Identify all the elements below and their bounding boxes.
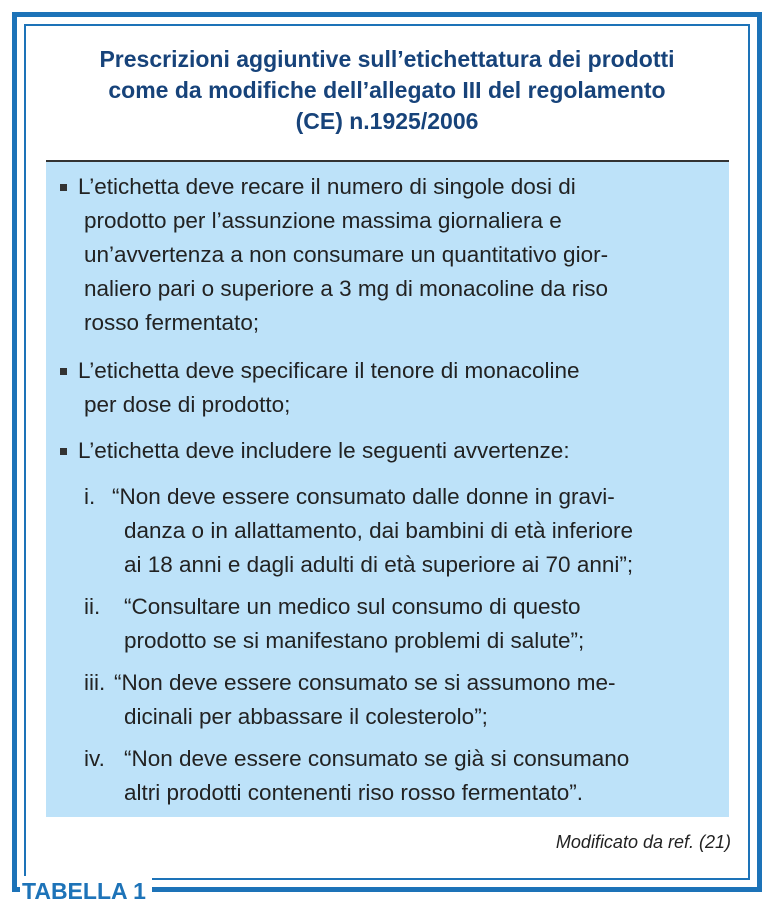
bullet-marker-1	[60, 184, 67, 191]
bullet-2-line-1: L’etichetta deve specificare il tenore di monacoline	[78, 358, 580, 383]
bullet-1-line-5: rosso fermentato;	[84, 310, 260, 335]
bullet-marker-3	[60, 448, 67, 455]
warning-3-numeral: iii.	[84, 670, 106, 695]
bullet-3-line-1: L’etichetta deve includere le seguenti avvertenze:	[78, 438, 570, 463]
warning-4-numeral: iv.	[84, 746, 105, 771]
warning-3-line-1: “Non deve essere consumato se si assumono me-	[114, 670, 616, 695]
table-title-line-2: come da modifiche dell’allegato III del regolamento	[108, 77, 666, 103]
warning-2-line-2: prodotto se si manifestano problemi di salute”;	[124, 628, 585, 653]
warning-4-line-1: “Non deve essere consumato se già si consumano	[124, 746, 630, 771]
table-title-line-3: (CE) n.1925/2006	[295, 108, 479, 134]
warning-1-line-1: “Non deve essere consumato dalle donne in gravi-	[112, 484, 615, 509]
bullet-1-line-3: un’avvertenza a non consumare un quantitativo gior-	[84, 242, 609, 267]
bullet-1-line-2: prodotto per l’assunzione massima giornaliera e	[84, 208, 562, 233]
bullet-1-line-4: naliero pari o superiore a 3 mg di monacoline da riso	[84, 276, 609, 301]
warning-1-line-3: ai 18 anni e dagli adulti di età superiore ai 70 anni”;	[124, 552, 634, 577]
bullet-2-line-2: per dose di prodotto;	[84, 392, 291, 417]
warning-1-line-2: danza o in allattamento, dai bambini di età inferiore	[124, 518, 634, 543]
table-title-line-1: Prescrizioni aggiuntive sull’etichettatura dei prodotti	[99, 46, 675, 72]
source-note: Modificato da ref. (21)	[555, 832, 731, 852]
table-label: TABELLA 1	[20, 876, 152, 906]
warning-2-numeral: ii.	[84, 594, 101, 619]
warning-2-line-1: “Consultare un medico sul consumo di questo	[124, 594, 581, 619]
bullet-1-line-1: L’etichetta deve recare il numero di singole dosi di	[78, 174, 576, 199]
warning-1-numeral: i.	[84, 484, 96, 509]
warning-3-line-2: dicinali per abbassare il colesterolo”;	[124, 704, 488, 729]
table-title	[60, 44, 714, 137]
bullet-marker-2	[60, 368, 67, 375]
warning-4-line-2: altri prodotti contenenti riso rosso fermentato”.	[124, 780, 583, 805]
